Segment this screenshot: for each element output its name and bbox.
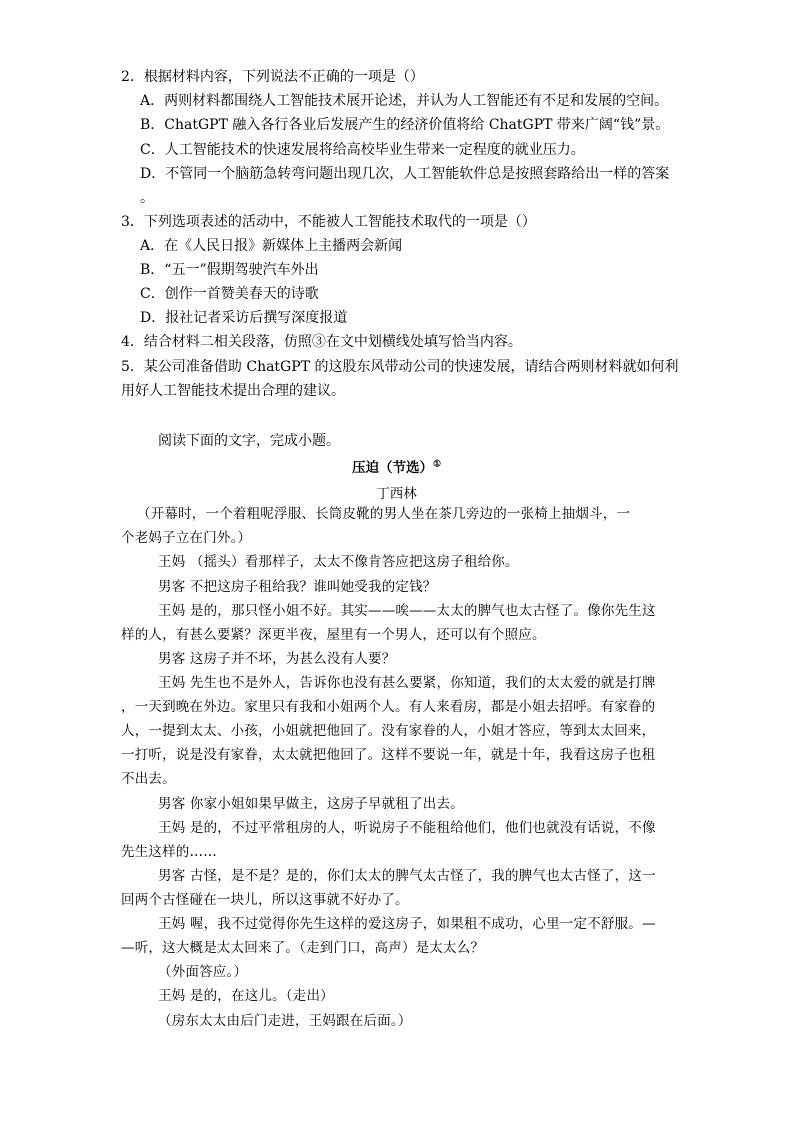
question-2-option-d-cont: 。: [140, 190, 154, 206]
script-line: 王妈 （摇头）看那样子，太太不像肯答应把这房子租给你。: [158, 554, 519, 570]
question-4: 4．结合材料二相关段落，仿照③在文中划横线处填写恰当内容。: [121, 334, 522, 350]
script-line: 一打听，说是没有家眷，太太就把他回了。这样不要说一年，就是十年，我看这房子也租: [121, 747, 656, 763]
script-line: ，一天到晚在外边。家里只有我和小姐两个人。有人来看房，都是小姐去招呼。有家眷的: [121, 699, 656, 715]
question-5-line1: 5．某公司准备借助 ChatGPT 的这股东风带动公司的快速发展，请结合两则材料就如何利: [121, 359, 679, 375]
question-3-option-a: A．在《人民日报》新媒体上主播两会新闻: [140, 238, 403, 254]
script-line: （房东太太由后门走进，王妈跟在后面。）: [158, 1013, 412, 1029]
question-3-stem: 3．下列选项表述的活动中，不能被人工智能技术取代的一项是（）: [121, 214, 536, 230]
script-line: 男客 你家小姐如果早做主，这房子早就租了出去。: [158, 796, 464, 812]
script-line: 王妈 是的，那只怪小姐不好。其实——唉——太太的脾气也太古怪了。像你先生这: [158, 603, 656, 619]
question-2-option-c: C．人工智能技术的快速发展将给高校毕业生带来一定程度的就业压力。: [140, 142, 585, 158]
script-line: 男客 古怪，是不是？是的，你们太太的脾气太古怪了，我的脾气也太古怪了，这一: [158, 868, 656, 884]
passage-title: [0, 456, 793, 476]
question-2-option-a: A．两则材料都围绕人工智能技术展开论述，并认为人工智能还有不足和发展的空间。: [140, 93, 669, 109]
script-line: 个老妈子立在门外。）: [121, 530, 252, 546]
script-line: 不出去。: [121, 771, 176, 787]
script-line: 人，一提到太太、小孩，小姐就把他回了。没有家眷的人，小姐才答应，等到太太回来，: [121, 723, 656, 739]
question-2-stem: 2．根据材料内容，下列说法不正确的一项是（）: [121, 69, 424, 85]
script-line: 男客 不把这房子租给我？谁叫她受我的定钱？: [158, 579, 437, 595]
script-line: 王妈 是的，在这儿。（走出）: [158, 988, 334, 1004]
script-line: 先生这样的……: [121, 844, 217, 860]
script-line: 王妈 喔，我不过觉得你先生这样的爱这房子，如果租不成功，心里一定不舒服。—: [158, 916, 656, 932]
passage-title-footnote: ①: [432, 459, 442, 470]
question-2-option-b: B．ChatGPT 融入各行各业后发展产生的经济价值将给 ChatGPT 带来广阔“钱”景。: [140, 117, 670, 133]
reading-intro: 阅读下面的文字，完成小题。: [158, 433, 340, 449]
question-3-option-c: C．创作一首赞美春天的诗歌: [140, 286, 319, 302]
question-3-option-b: B．“五一”假期驾驶汽车外出: [140, 262, 319, 278]
question-3-option-d: D．报社记者采访后撰写深度报道: [140, 310, 348, 326]
script-line: 王妈 是的，不过平常租房的人，听说房子不能租给他们，他们也就没有话说，不像: [158, 820, 656, 836]
script-line: （外面答应。）: [158, 964, 248, 980]
passage-title-text: 压迫（节选）: [351, 460, 433, 476]
script-line: —听，这大概是太太回来了。（走到门口，高声）是太太么？: [121, 940, 485, 956]
script-line: 王妈 先生也不是外人，告诉你也没有甚么要紧，你知道，我们的太太爱的就是打牌: [158, 675, 656, 691]
script-line: 样的人，有甚么要紧？深更半夜，屋里有一个男人，还可以有个照应。: [121, 627, 546, 643]
script-line: （开幕时，一个着粗呢浮服、长筒皮靴的男人坐在茶几旁边的一张椅上抽烟斗，一: [137, 506, 631, 522]
script-line: 男客 这房子并不坏，为甚么没有人要？: [158, 651, 396, 667]
passage-author: 丁西林: [376, 486, 417, 502]
script-line: 回两个古怪碰在一块儿，所以这事就不好办了。: [121, 892, 409, 908]
question-2-option-d: D．不管同一个脑筋急转弯问题出现几次，人工智能软件总是按照套路给出一样的答案: [140, 166, 670, 182]
question-5-line2: 用好人工智能技术提出合理的建议。: [121, 383, 345, 399]
